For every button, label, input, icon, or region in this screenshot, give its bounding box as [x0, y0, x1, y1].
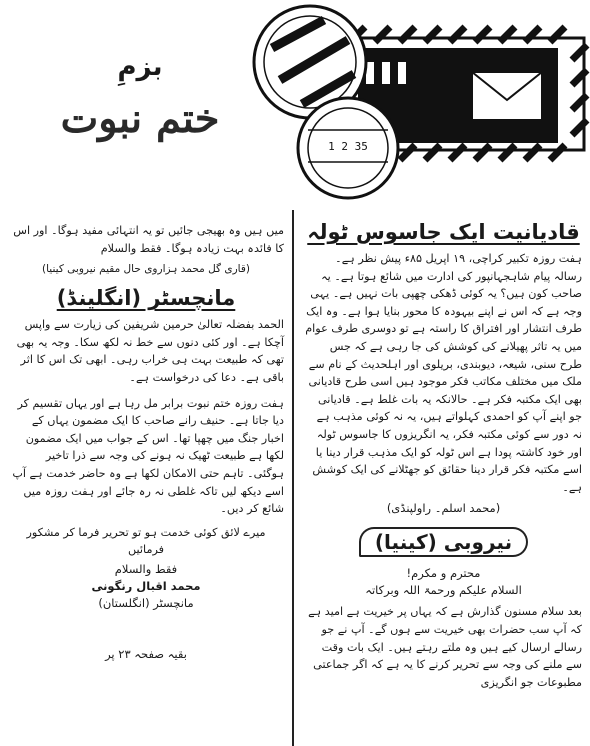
section-heading-nairobi: نیروبی (کینیا): [359, 527, 528, 557]
manchester-paragraph-3: میرے لائق کوئی خدمت ہو تو تحریر فرما کر مشکور فرمائیں: [26, 525, 266, 557]
qadianiat-signature: (محمد اسلم۔ راولپنڈی): [386, 501, 501, 516]
nairobi-article: بعد سلام مسنون گذارش ہے کہ یہاں پر خیریت ہے امید ہے کہ آپ سب حضرات بھی خیریت سے ہوں گے۔ آپ نے جو رسالے ارسال کیے ہیں وہ ملتے رہتے ہیں۔ ایک بات وقت سے ملنے کی وجہ سے تحریر کرنے کا یہ ہے کہ اگر جماعتی مطبوعات جو انگریزی: [308, 605, 582, 689]
section-heading-manchester: مانچسٹر (انگلینڈ): [56, 286, 236, 311]
envelope-stamp-graphic: [250, 0, 590, 200]
masthead-title-line1: بزمِ: [117, 52, 163, 82]
manchester-closing: فقط والسلام: [114, 561, 178, 576]
column-divider: [292, 210, 294, 746]
intro-paragraph: میں ہیں وہ بھیجی جائیں تو یہ انتہائی مفید ہوگا۔ اور اس کا فائدہ بہت زیادہ ہوگا۔ فقط والسلام: [13, 224, 284, 255]
right-column: [305, 220, 582, 691]
intro-signature: (قاری گل محمد ہزاروی حال مقیم نیروبی کینیا): [42, 263, 250, 276]
manchester-paragraph-1: الحمد بفضلہ تعالیٰ حرمین شریفین کی زیارت سے واپس آچکا ہے۔ اور کئی دنوں سے خط نہ لکھ سکا۔ وجہ یہ بھی تھی کہ طبیعت بہت ہی خراب رہی۔ ابھی تک اس کا اثر باقی ہے۔ دعا کی درخواست ہے۔: [16, 318, 284, 384]
envelope-icon: [472, 72, 542, 120]
window-bars-icon: [366, 62, 406, 84]
masthead-title-line2: ختم نبوت: [60, 95, 220, 142]
continued-note: بقیہ صفحہ ۲۳ پر: [105, 646, 187, 661]
postmark-date: 1 2 35: [328, 140, 368, 153]
manchester-paragraph-2: ہفت روزہ ختم نبوت برابر مل رہا ہے اور یہاں تقسیم کر دیا جاتا ہے۔ حنیف رانے صاحب کا ایک مضمون یہاں کے اخبار جنگ میں چھپا تھا۔ اس کے جواب میں ایک مضمون لکھا ہے طبیعت ٹھیک نہ ہونے کی وجہ سے ذرا تاخیر ہوگئی۔ تاہم حتی الامکان لکھا ہے وہ حاضر خدمت ہے آپ اسے دیکھ لیں تاکہ غلطی نہ رہ جائے اور ہفت روزہ میں شائع کر دیں۔: [12, 396, 284, 516]
nairobi-greeting: السلام علیکم ورحمۃ اللہ وبرکاتہ: [365, 583, 522, 598]
manchester-signature-name: محمد اقبال رنگونی: [91, 578, 201, 593]
left-column: [8, 222, 284, 663]
nairobi-salutation: محترم و مکرم!: [406, 566, 481, 581]
section-heading-qadianiat: قادیانیت ایک جاسوس ٹولہ: [307, 220, 580, 244]
qadianiat-article: ہفت روزہ تکبیر کراچی، ۱۹ اپریل ۸۵ء پیش نظر ہے۔ رسالہ پیام شاہجہانپور کی ادارت میں شائع ہوتا ہے۔ یہ صاحب کون ہیں؟ یہ کوئی ڈھکی چھپی بات نہیں ہے۔ یہی وجہ ہے کہ اس نے اپنے بیہودہ کا محور بنایا ہوا ہے۔ وہ ایک طرف انتشار اور افتراق کا راستہ ہے تو دوسری طرف عوام میں یہ تاثر پھیلانے کی کوشش کی جا رہی ہے کہ جس طرح سنی، شیعہ، دیوبندی، بریلوی اور اہلحدیث کے نام سے ملک میں مختلف مکاتب فکر موجود ہیں اسی طرح قادیانی بھی ایک مکتبہ فکر ہے۔ حالانکہ یہ بات غلط ہے۔ قادیانی جو اپنے آپ کو احمدی کہلواتے ہیں، یہ نہ کوئی مذہب ہے نہ دور سے کوئی مکتبہ فکر، یہ انگریزوں کا جاسوس ٹولہ اور خود کاشتہ پودا ہے اس ٹولہ کو ایک مذہب قرار دینا یا اسے مکتبہ فکر قرار دینا حقائق کو جھٹلانے کی ایک کوشش ہے۔: [305, 252, 582, 494]
manchester-signature-place: مانچسٹر (انگلستان): [98, 595, 194, 610]
